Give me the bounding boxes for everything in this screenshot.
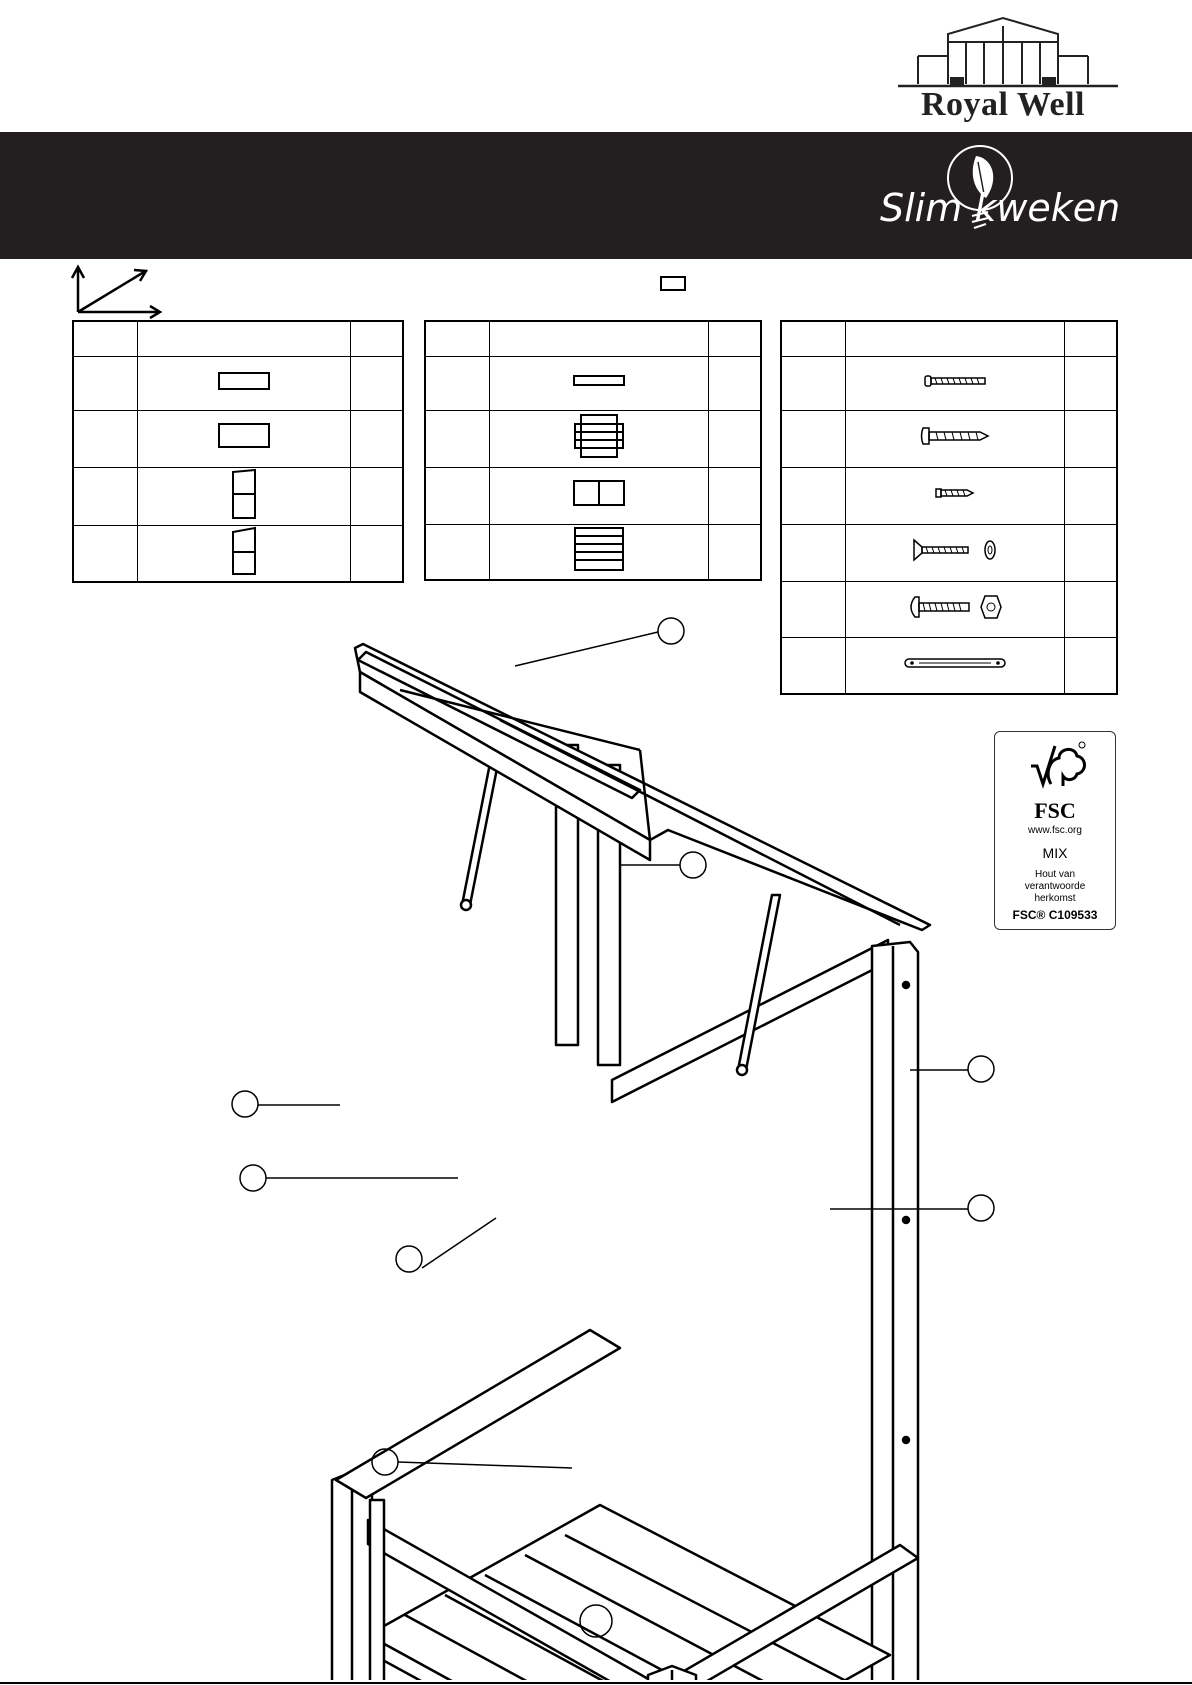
screw-icon: [935, 486, 975, 500]
screw-icon: [920, 425, 990, 447]
xyz-axes-icon: [66, 262, 166, 320]
table-row: [73, 356, 403, 410]
wing-bolt-icon: [910, 537, 1000, 563]
fsc-code: FSC® C109533: [1012, 908, 1098, 922]
middle-shelf: [368, 1505, 890, 1680]
assembly-drawing: [0, 600, 1192, 1680]
page-bottom-rule: [0, 1682, 1192, 1684]
parts-table-middle: [424, 320, 762, 581]
house-logo-icon: [898, 18, 1118, 86]
lid: [355, 644, 930, 930]
table-row: [425, 524, 761, 580]
scale-marker: [660, 276, 686, 291]
sub-brand: Slim kweken: [880, 186, 1121, 230]
table-row: [781, 467, 1117, 524]
table-row: [73, 410, 403, 467]
fsc-url: www.fsc.org: [1028, 825, 1082, 836]
table-row: [73, 525, 403, 582]
parts-table-left: [72, 320, 404, 583]
table-row: [425, 467, 761, 524]
fsc-desc: Hout van verantwoorde herkomst: [1024, 869, 1086, 904]
table-row: [73, 467, 403, 525]
brand-name: Royal Well: [921, 86, 1085, 123]
table-row: [781, 410, 1117, 467]
table-row: [781, 356, 1117, 410]
fsc-mix: MIX: [1042, 845, 1068, 861]
right-lid-strut: [738, 895, 780, 1070]
screw-icon: [923, 373, 987, 389]
table-row: [781, 524, 1117, 581]
table-row: [425, 356, 761, 410]
fsc-title: FSC: [1034, 798, 1076, 823]
table-row: [425, 410, 761, 467]
